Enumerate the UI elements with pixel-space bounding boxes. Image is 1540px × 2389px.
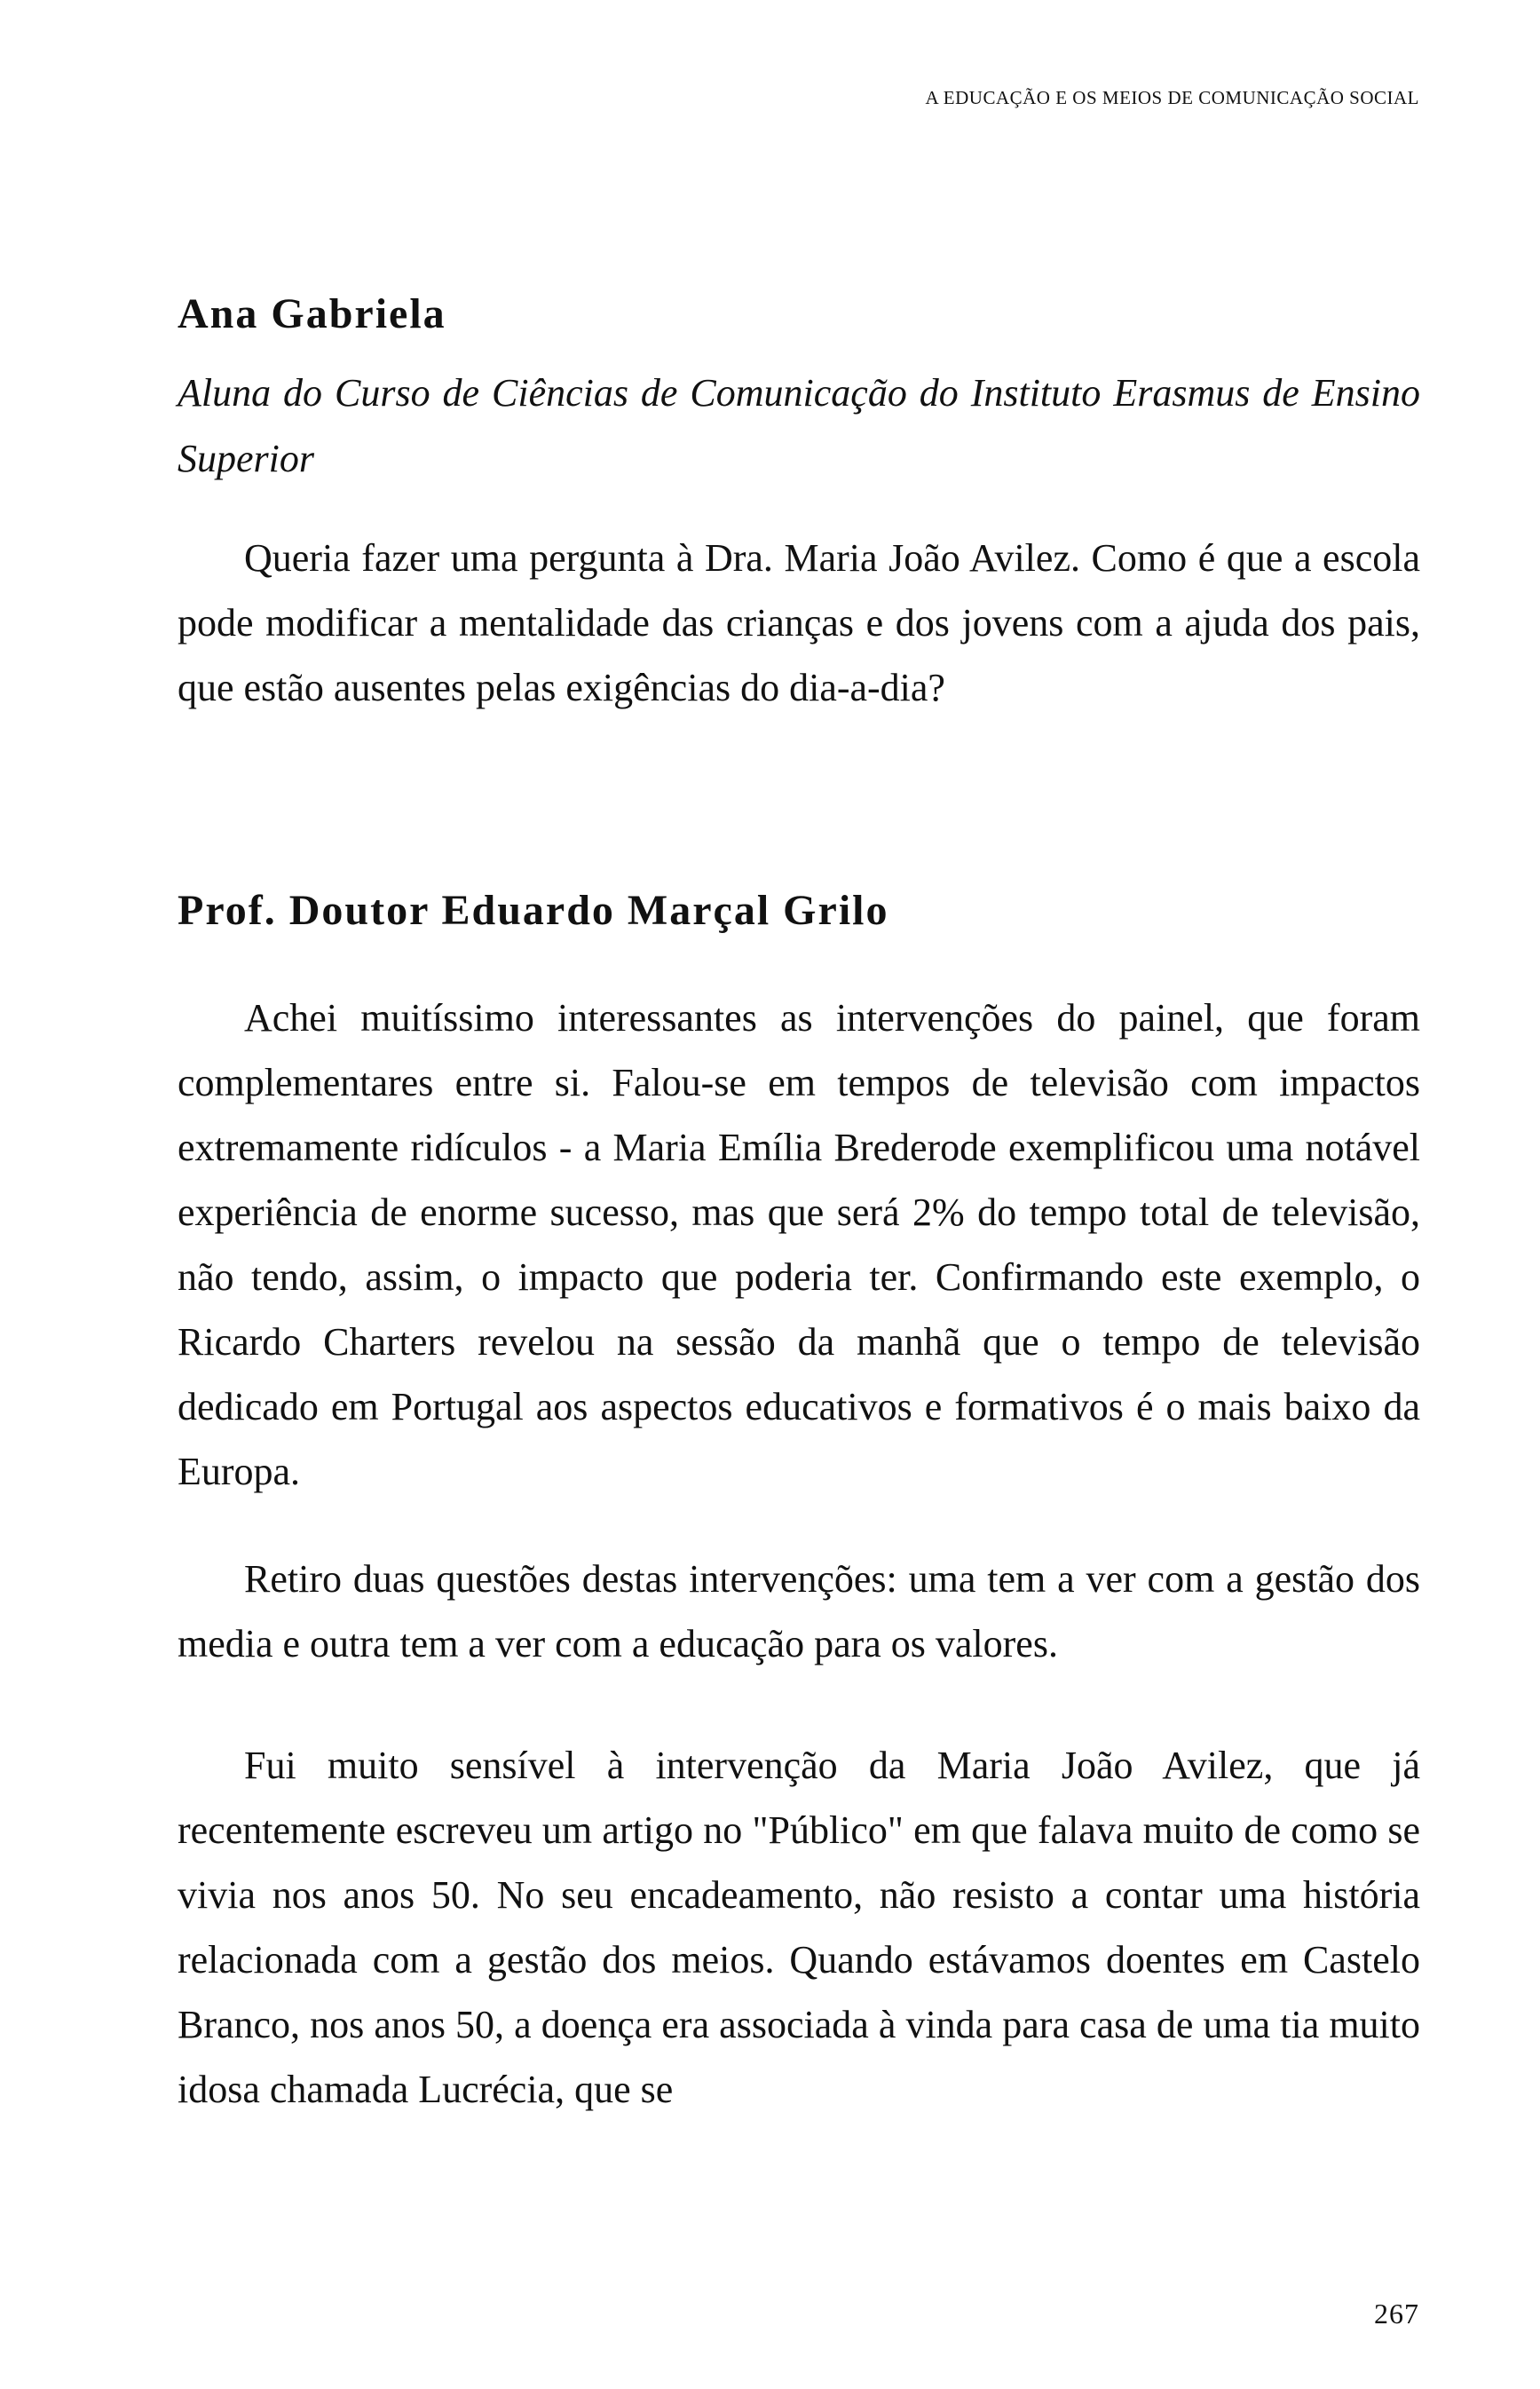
speaker-name: Ana Gabriela [178, 290, 446, 337]
question-paragraph: Queria fazer uma pergunta à Dra. Maria João Avilez. Como é que a escola pode modificar a mentalidade das crianças e dos jovens com a ajuda dos pais, que estão ausentes pelas exigências do dia-a-dia? [178, 536, 1420, 709]
question-block [178, 526, 1420, 720]
answer-paragraph: Fui muito sensível à intervenção da Maria João Avilez, que já recentemente escreveu um artigo no "Público" em que falava muito de como se vivia nos anos 50. No seu encadeamento, não resisto a contar uma história relacionada com a gestão dos meios. Quando estávamos doentes em Castelo Branco, nos anos 50, a doença era associada à vinda para casa de uma tia muito idosa chamada Lucrécia, que se [178, 1744, 1420, 2111]
speaker-name: Prof. Doutor Eduardo Marçal Grilo [178, 887, 889, 934]
running-header: A EDUCAÇÃO E OS MEIOS DE COMUNICAÇÃO SOCIAL [925, 87, 1419, 108]
answer-paragraph: Achei muitíssimo interessantes as intervenções do painel, que foram complementares entre si. Falou-se em tempos de televisão com impactos extremamente ridículos - a Maria Emília Brederode exemplificou uma notável experiência de enorme sucesso, mas que será 2% do tempo total de televisão, não tendo, assim, o impacto que poderia ter. Confirmando este exemplo, o Ricardo Charters revelou na sessão da manhã que o tempo de televisão dedicado em Portugal aos aspectos educativos e formativos é o mais baixo da Europa. [178, 996, 1420, 1493]
speaker-block-ana-gabriela [178, 290, 1420, 492]
answer-paragraph-3-block [178, 1733, 1420, 2122]
page-number: 267 [1374, 2298, 1419, 2330]
answer-paragraph-2-block [178, 1547, 1420, 1676]
speaker-affiliation: Aluna do Curso de Ciências de Comunicação do Instituto Erasmus de Ensino Superior [178, 371, 1420, 480]
speaker-block-marcal-grilo [178, 887, 1420, 934]
answer-paragraph: Retiro duas questões destas intervenções: uma tem a ver com a gestão dos media e outra tem a ver com a educação para os valores. [178, 1557, 1420, 1665]
answer-paragraph-1-block [178, 985, 1420, 1504]
